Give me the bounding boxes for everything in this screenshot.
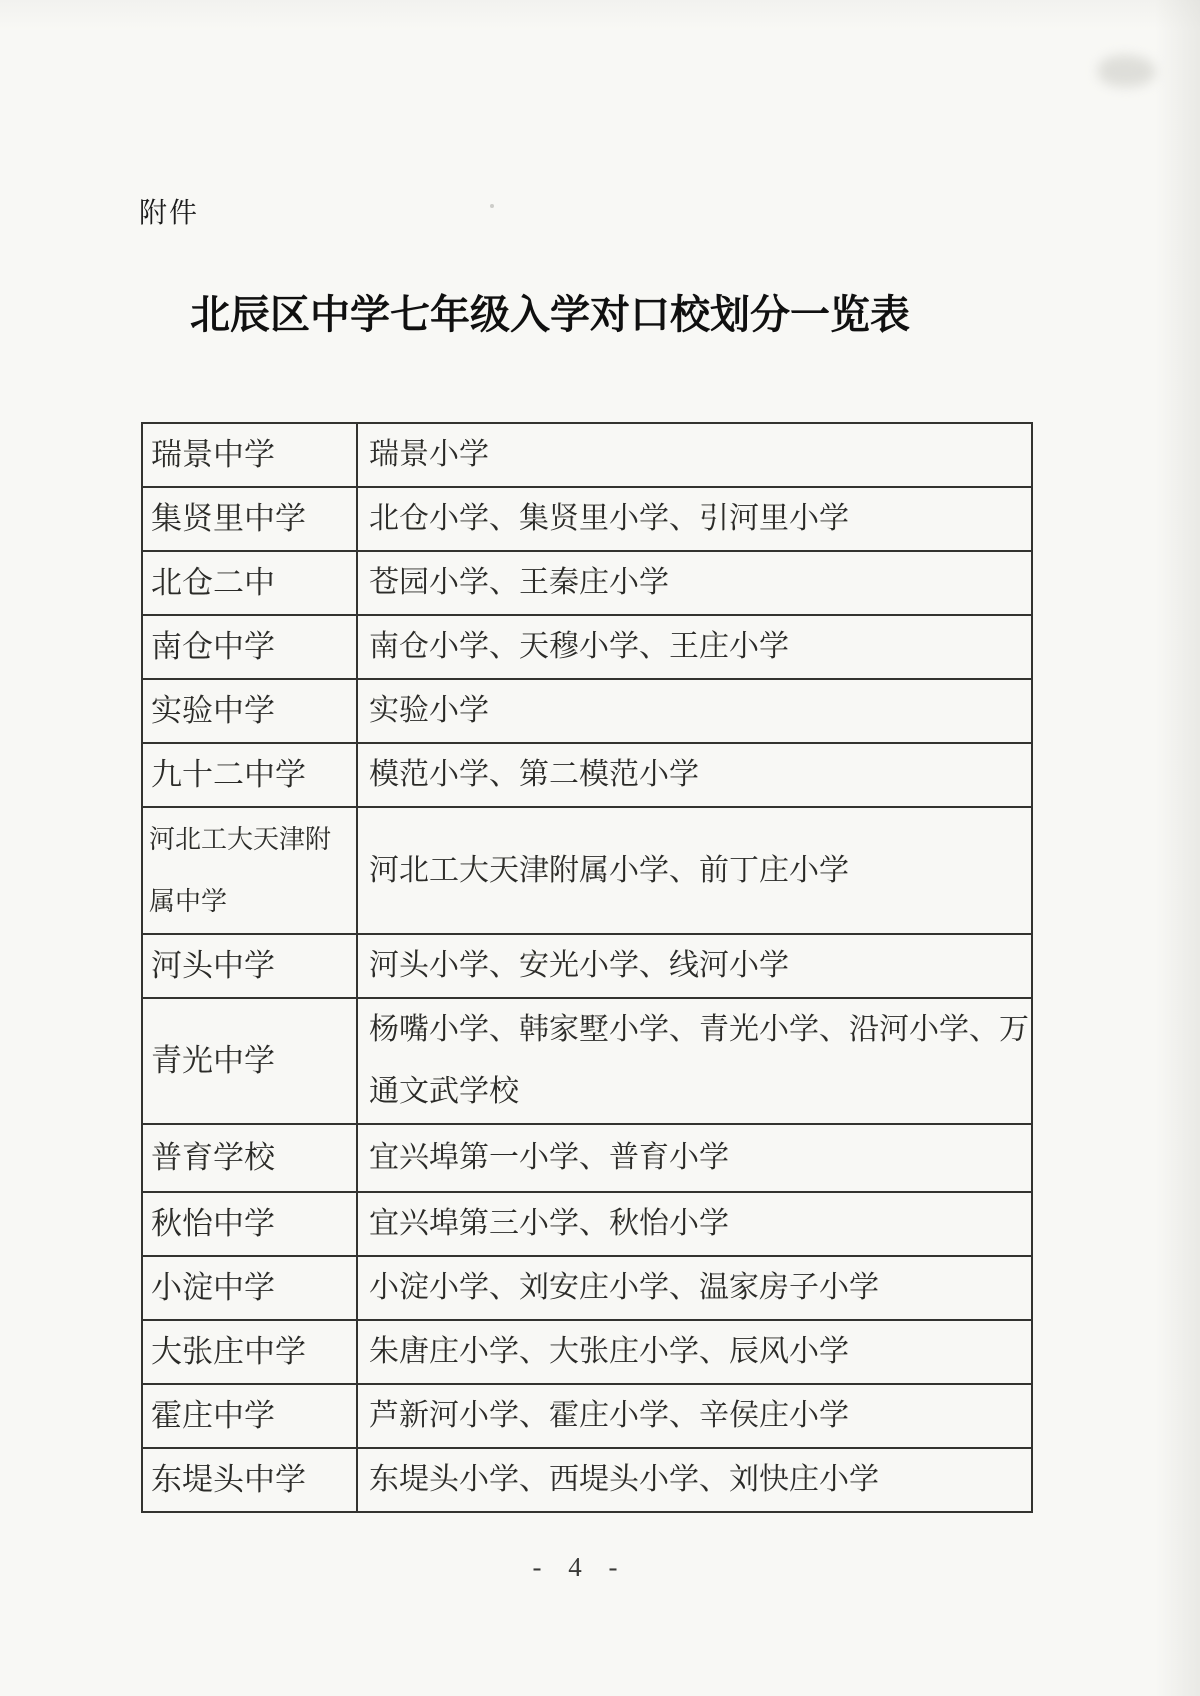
school-mapping-table <box>141 422 1033 1513</box>
primary-schools-cell: 河头小学、安光小学、线河小学 <box>357 934 1032 998</box>
middle-school-cell: 河北工大天津附属中学 <box>142 807 357 934</box>
middle-school-cell: 河头中学 <box>142 934 357 998</box>
table-row <box>142 1124 1032 1192</box>
middle-school-cell: 瑞景中学 <box>142 423 357 487</box>
primary-schools-cell: 实验小学 <box>357 679 1032 743</box>
middle-school-cell: 大张庄中学 <box>142 1320 357 1384</box>
table-row <box>142 423 1032 487</box>
table-row <box>142 1320 1032 1384</box>
scan-smudge <box>1098 55 1156 87</box>
primary-schools-cell: 杨嘴小学、韩家墅小学、青光小学、沿河小学、万通文武学校 <box>357 998 1032 1124</box>
primary-schools-cell: 宜兴埠第三小学、秋怡小学 <box>357 1192 1032 1256</box>
middle-school-cell: 集贤里中学 <box>142 487 357 551</box>
primary-schools-cell: 宜兴埠第一小学、普育小学 <box>357 1124 1032 1192</box>
table-row <box>142 551 1032 615</box>
primary-schools-cell: 模范小学、第二模范小学 <box>357 743 1032 807</box>
primary-schools-cell: 东堤头小学、西堤头小学、刘快庄小学 <box>357 1448 1032 1512</box>
page-number: - 4 - <box>532 1552 628 1582</box>
middle-school-cell: 北仓二中 <box>142 551 357 615</box>
primary-schools-cell: 河北工大天津附属小学、前丁庄小学 <box>357 807 1032 934</box>
middle-school-cell: 小淀中学 <box>142 1256 357 1320</box>
table-row <box>142 1192 1032 1256</box>
table-row <box>142 1384 1032 1448</box>
middle-school-cell: 普育学校 <box>142 1124 357 1192</box>
middle-school-cell: 霍庄中学 <box>142 1384 357 1448</box>
table-row <box>142 934 1032 998</box>
primary-schools-cell: 苍园小学、王秦庄小学 <box>357 551 1032 615</box>
attachment-label: 附件 <box>139 197 200 228</box>
table-row <box>142 487 1032 551</box>
primary-schools-cell: 小淀小学、刘安庄小学、温家房子小学 <box>357 1256 1032 1320</box>
table-row <box>142 679 1032 743</box>
middle-school-cell: 东堤头中学 <box>142 1448 357 1512</box>
primary-schools-cell: 南仓小学、天穆小学、王庄小学 <box>357 615 1032 679</box>
middle-school-cell: 秋怡中学 <box>142 1192 357 1256</box>
middle-school-cell: 实验中学 <box>142 679 357 743</box>
middle-school-cell: 南仓中学 <box>142 615 357 679</box>
middle-school-cell: 九十二中学 <box>142 743 357 807</box>
table-row <box>142 807 1032 934</box>
table-row <box>142 743 1032 807</box>
page-title: 北辰区中学七年级入学对口校划分一览表 <box>190 292 910 337</box>
middle-school-cell: 青光中学 <box>142 998 357 1124</box>
table-row <box>142 615 1032 679</box>
primary-schools-cell: 北仓小学、集贤里小学、引河里小学 <box>357 487 1032 551</box>
primary-schools-cell: 芦新河小学、霍庄小学、辛侯庄小学 <box>357 1384 1032 1448</box>
primary-schools-cell: 朱唐庄小学、大张庄小学、辰风小学 <box>357 1320 1032 1384</box>
table-row <box>142 1448 1032 1512</box>
primary-schools-cell: 瑞景小学 <box>357 423 1032 487</box>
table-row <box>142 1256 1032 1320</box>
table-row <box>142 998 1032 1124</box>
scan-speck <box>490 204 494 208</box>
